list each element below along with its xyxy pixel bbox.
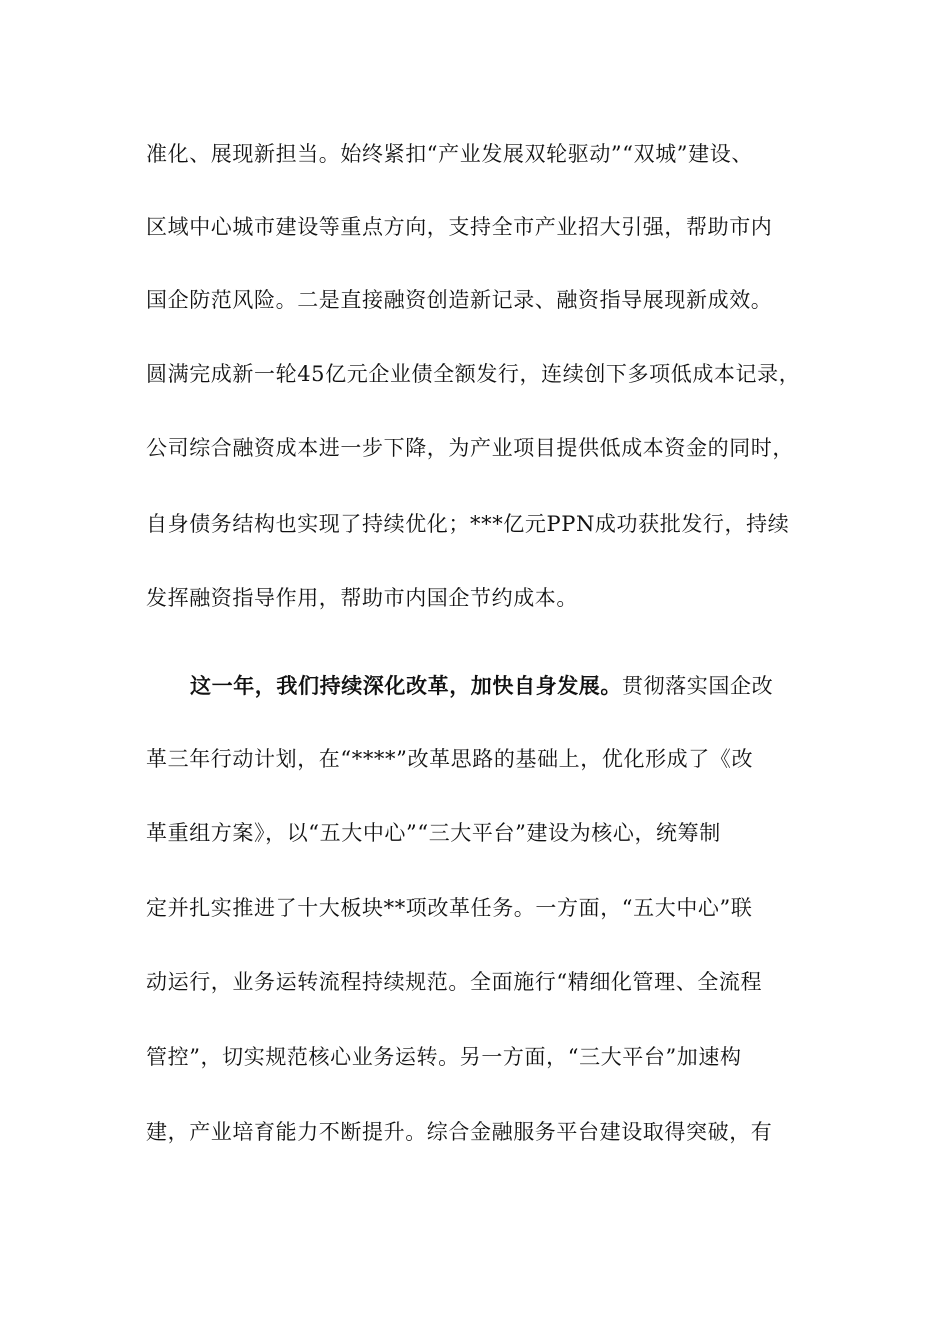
- paragraph2-lead-heading: 这一年，我们持续深化改革，加快自身发展。: [190, 673, 622, 698]
- paragraph1-line-1: 准化、展现新担当。始终紧扣“产业发展双轮驱动”“双城”建设、: [146, 142, 753, 166]
- paragraph2-line-1: [190, 672, 773, 700]
- paragraph1-line-3: 国企防范风险。二是直接融资创造新记录、融资指导展现新成效。: [146, 288, 773, 312]
- paragraph1-line-4: 圆满完成新一轮45亿元企业债全额发行，连续创下多项低成本记录，: [146, 362, 801, 386]
- paragraph2-line-5: 动运行，业务运转流程持续规范。全面施行“精细化管理、全流程: [146, 970, 763, 994]
- paragraph1-line-7: 发挥融资指导作用，帮助市内国企节约成本。: [146, 586, 578, 610]
- paragraph2-line-6: 管控”，切实规范核心业务运转。另一方面，“三大平台”加速构: [146, 1045, 742, 1069]
- paragraph2-line-4: 定并扎实推进了十大板块**项改革任务。一方面，“五大中心”联: [146, 896, 753, 920]
- paragraph1-line-5: 公司综合融资成本进一步下降，为产业项目提供低成本资金的同时，: [146, 436, 794, 460]
- paragraph2-line-3: 革重组方案》，以“五大中心”“三大平台”建设为核心，统筹制: [146, 821, 721, 845]
- paragraph2-line-2: 革三年行动计划，在“****”改革思路的基础上，优化形成了《改: [146, 747, 754, 771]
- paragraph1-line-2: 区域中心城市建设等重点方向，支持全市产业招大引强，帮助市内: [146, 215, 773, 239]
- paragraph2-first-line-rest: 贯彻落实国企改: [622, 674, 774, 698]
- paragraph1-line-6: 自身债务结构也实现了持续优化；***亿元PPN成功获批发行，持续: [146, 512, 790, 536]
- paragraph2-line-7: 建，产业培育能力不断提升。综合金融服务平台建设取得突破，有: [146, 1120, 773, 1144]
